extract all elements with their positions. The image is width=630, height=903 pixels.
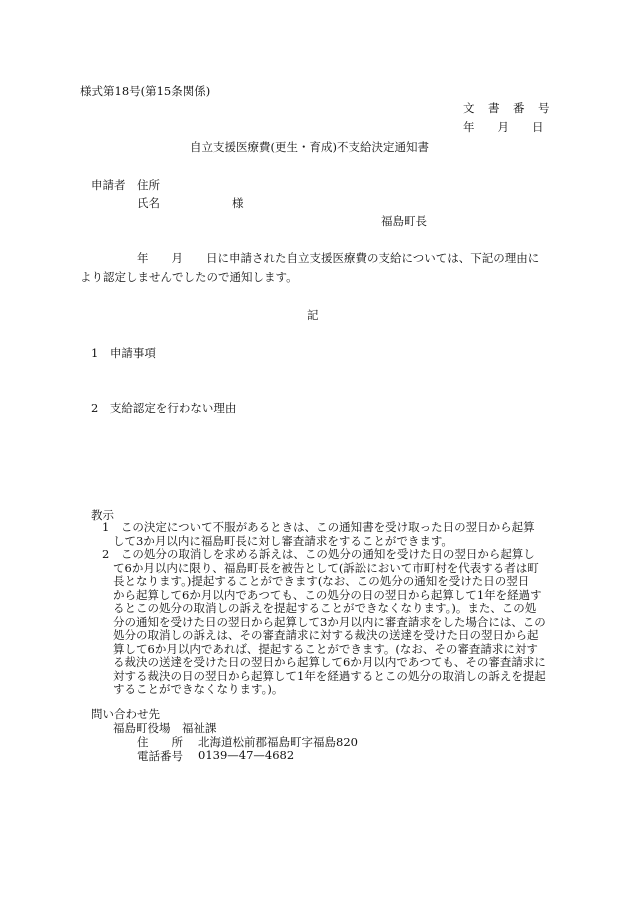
- section-reason: 2 支給認定を行わない理由: [91, 401, 237, 415]
- contact-phone-label: 電話番号: [137, 749, 183, 763]
- applicant-honorific: 様: [232, 196, 244, 210]
- notice-item-2-line: 対する裁決の日の翌日から起算して1年を経過するとこの処分の取消しの訴えを提起: [113, 668, 546, 683]
- contact-address-label: 住 所: [137, 735, 183, 749]
- notice-item-2-line: することができなくなります。)。: [113, 682, 284, 696]
- notice-heading: 教示: [91, 508, 114, 522]
- notice-item-2-line: る裁決の送達を受けた日の翌日から起算して6か月以内であつても、その審査請求に: [113, 655, 546, 669]
- contact-office: 福島町役場 福祉課: [113, 721, 217, 735]
- notice-item-2-line: て6か月以内に限り、福島町長を被告として(訴訟において市町村を代表する者は町: [113, 560, 539, 575]
- notice-item-2-line: から起算して6か月以内であつても、この処分の日の翌日から起算して1年を経過す: [113, 587, 542, 602]
- date-label: 年 月 日: [463, 120, 544, 134]
- body-line-1: 年 月 日に申請された自立支援医療費の支給については、下記の理由に: [137, 251, 540, 265]
- notice-item-2-line: るとこの処分の取消しの訴えを提起することができなくなります。)。また、この処: [113, 601, 537, 615]
- contact-phone: 0139—47—4682: [198, 748, 295, 762]
- document-number-label: 文 書 番 号: [463, 101, 551, 115]
- notice-item-2-line: 分の通知を受けた日の翌日から起算して3か月以内に審査請求をした場合には、この: [113, 614, 546, 629]
- applicant-label: 申請者: [91, 178, 126, 192]
- issuer: 福島町長: [381, 214, 427, 228]
- form-number: 様式第18号(第15条関係): [80, 84, 211, 98]
- document-title: 自立支援医療費(更生・育成)不支給決定通知書: [190, 140, 429, 154]
- notice-item-2-line: 算して6か月以内であれば、提起することができます。(なお、その審査請求に対す: [113, 641, 538, 656]
- ki-marker: 記: [307, 308, 319, 322]
- applicant-address-label: 住所: [137, 178, 160, 192]
- notice-item-2-line: 2 この処分の取消しを求める訴えは、この処分の通知を受けた日の翌日から起算し: [102, 547, 535, 561]
- contact-heading: 問い合わせ先: [91, 707, 160, 721]
- body-line-2: より認定しませんでしたので通知します。: [80, 270, 298, 284]
- contact-address: 北海道松前郡福島町字福島820: [198, 735, 358, 749]
- notice-item-1-line: して3か月以内に福島町長に対し審査請求をすることができます。: [113, 533, 453, 548]
- section-application-details: 1 申請事項: [91, 346, 156, 360]
- notice-item-1-line: 1 この決定について不服があるときは、この通知書を受け取った日の翌日から起算: [102, 520, 535, 534]
- notice-item-2-line: 処分の取消しの訴えは、その審査請求に対する裁決の送達を受けた日の翌日から起: [113, 628, 539, 642]
- notice-item-2-line: 長となります。)提起することができます(なお、この処分の通知を受けた日の翌日: [113, 574, 530, 588]
- applicant-name-label: 氏名: [137, 196, 160, 210]
